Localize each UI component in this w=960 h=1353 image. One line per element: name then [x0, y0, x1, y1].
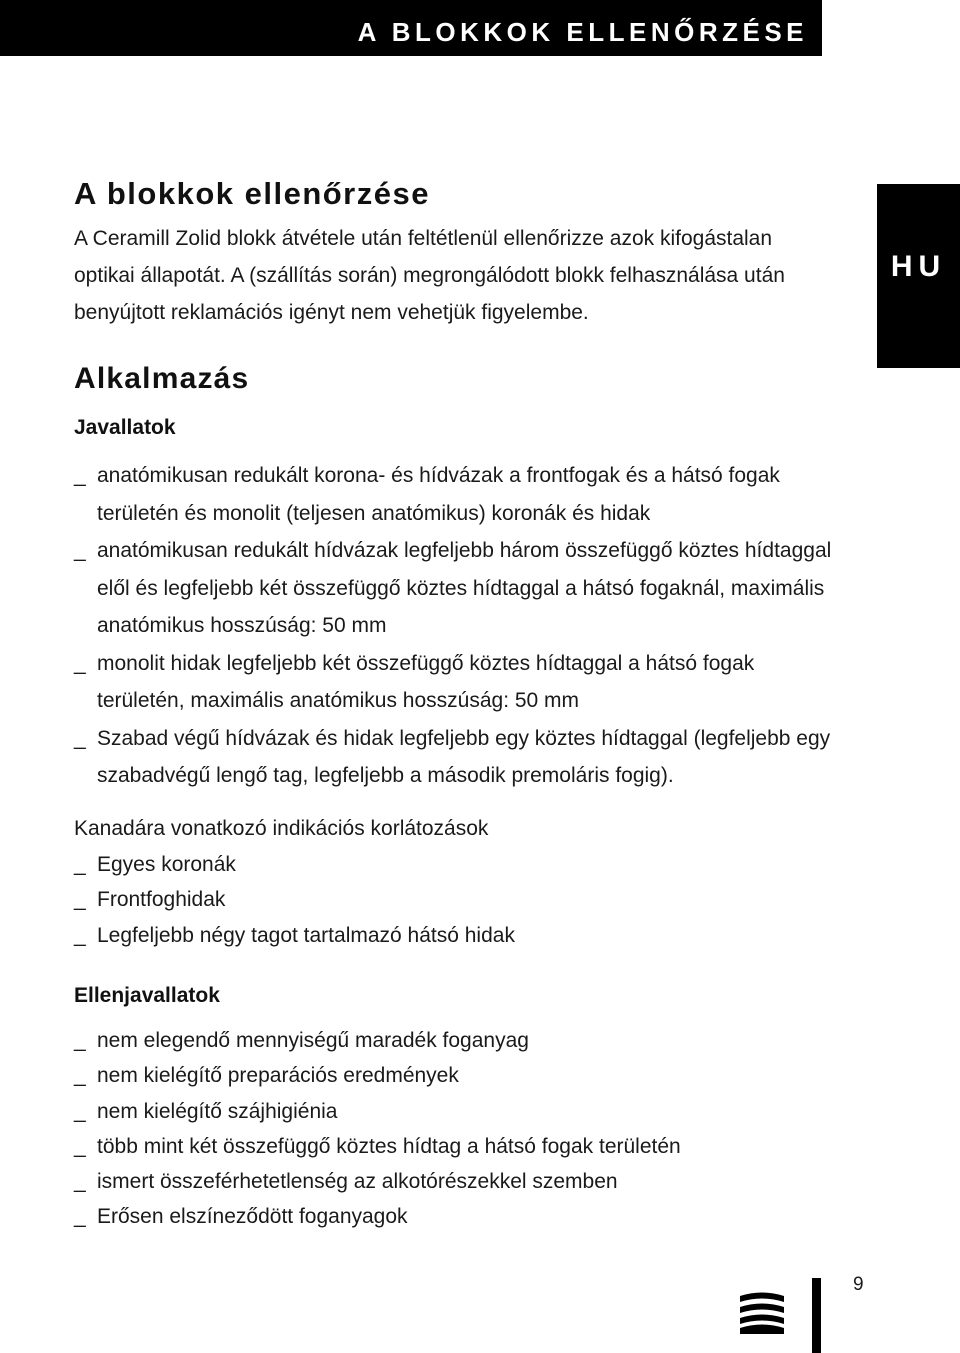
list-item-text: ismert összeférhetetlenség az alkotórészekkel szemben: [97, 1170, 618, 1194]
check-paragraph: A Ceramill Zolid blokk átvétele után feltétlenül ellenőrizze azok kifogástalan optikai állapotát. A (szállítás során) megrongálódott blokk felhasználása után benyújtott reklamációs igényt nem vehetjük figyelembe.: [74, 227, 785, 324]
main-content: [74, 174, 834, 1235]
list-item: [74, 847, 834, 883]
bullet-dash: _: [74, 1029, 86, 1052]
bullet-dash: _: [74, 1064, 86, 1088]
footer-divider-bar: [812, 1278, 821, 1353]
section-title-application: Alkalmazás: [74, 362, 250, 395]
list-item: [74, 645, 834, 720]
canada-restrictions-list: [74, 847, 834, 954]
list-item: [74, 1199, 834, 1234]
indications-list: [74, 457, 834, 795]
language-tab: [877, 184, 960, 368]
list-item-text: Erősen elszíneződött foganyagok: [97, 1205, 408, 1229]
bullet-dash: _: [74, 923, 86, 947]
bullet-dash: _: [74, 651, 86, 675]
list-item-text: nem elegendő mennyiségű maradék foganyag: [97, 1029, 529, 1052]
bullet-dash: _: [74, 1205, 86, 1229]
section-title-check: A blokkok ellenőrzése: [74, 176, 430, 211]
bullet-dash: _: [74, 852, 86, 876]
list-item: [74, 1058, 834, 1093]
header-bar: [0, 0, 822, 56]
bullet-dash: _: [74, 539, 86, 562]
list-item: [74, 882, 834, 918]
bullet-dash: _: [74, 1099, 86, 1123]
bullet-dash: _: [74, 1170, 86, 1194]
list-item: [74, 1129, 834, 1164]
bullet-dash: _: [74, 726, 86, 750]
list-item-text: anatómikusan redukált korona- és hídvázak a frontfogak és a hátsó fogak területén és monolit (teljesen anatómikus) koronák és hidak: [97, 464, 780, 525]
bullet-dash: _: [74, 1134, 86, 1158]
contraindications-title: Ellenjavallatok: [74, 984, 220, 1007]
list-item-text: Szabad végű hídvázak és hidak legfeljebb egy köztes hídtaggal (legfeljebb egy szabadvégű lengő tag, legfeljebb a második premoláris fogig).: [97, 726, 831, 787]
list-item: [74, 1094, 834, 1129]
brand-logo-icon: [738, 1288, 786, 1334]
list-item-text: Frontfoghidak: [97, 888, 226, 911]
list-item-text: több mint két összefüggő köztes hídtag a hátsó fogak területén: [97, 1134, 681, 1158]
list-item: [74, 532, 834, 645]
list-item: [74, 720, 834, 795]
header-title: A BLOKKOK ELLENŐRZÉSE: [357, 17, 808, 47]
list-item-text: Legfeljebb négy tagot tartalmazó hátsó hidak: [97, 923, 515, 947]
contraindications-list: [74, 1023, 834, 1235]
list-item: [74, 457, 834, 532]
list-item-text: nem kielégítő szájhigiénia: [97, 1099, 338, 1123]
list-item: [74, 1023, 834, 1058]
indications-title: Javallatok: [74, 416, 176, 439]
list-item-text: Egyes koronák: [97, 852, 236, 876]
page-number: 9: [853, 1274, 864, 1295]
list-item-text: nem kielégítő preparációs eredmények: [97, 1064, 459, 1088]
list-item-text: anatómikusan redukált hídvázak legfeljebb három összefüggő köztes hídtaggal elől és legfeljebb két összefüggő köztes hídtaggal a hátsó fogaknál, maximális anatómikus hosszúság: 50 mm: [97, 539, 832, 637]
list-item-text: monolit hidak legfeljebb két összefüggő köztes hídtaggal a hátsó fogak területén, maximális anatómikus hosszúság: 50 mm: [97, 651, 755, 712]
bullet-dash: _: [74, 888, 86, 911]
list-item: [74, 918, 834, 954]
language-tab-label: HU: [890, 250, 947, 283]
canada-restrictions-title: Kanadára vonatkozó indikációs korlátozások: [74, 816, 489, 840]
list-item: [74, 1164, 834, 1199]
bullet-dash: _: [74, 464, 86, 487]
